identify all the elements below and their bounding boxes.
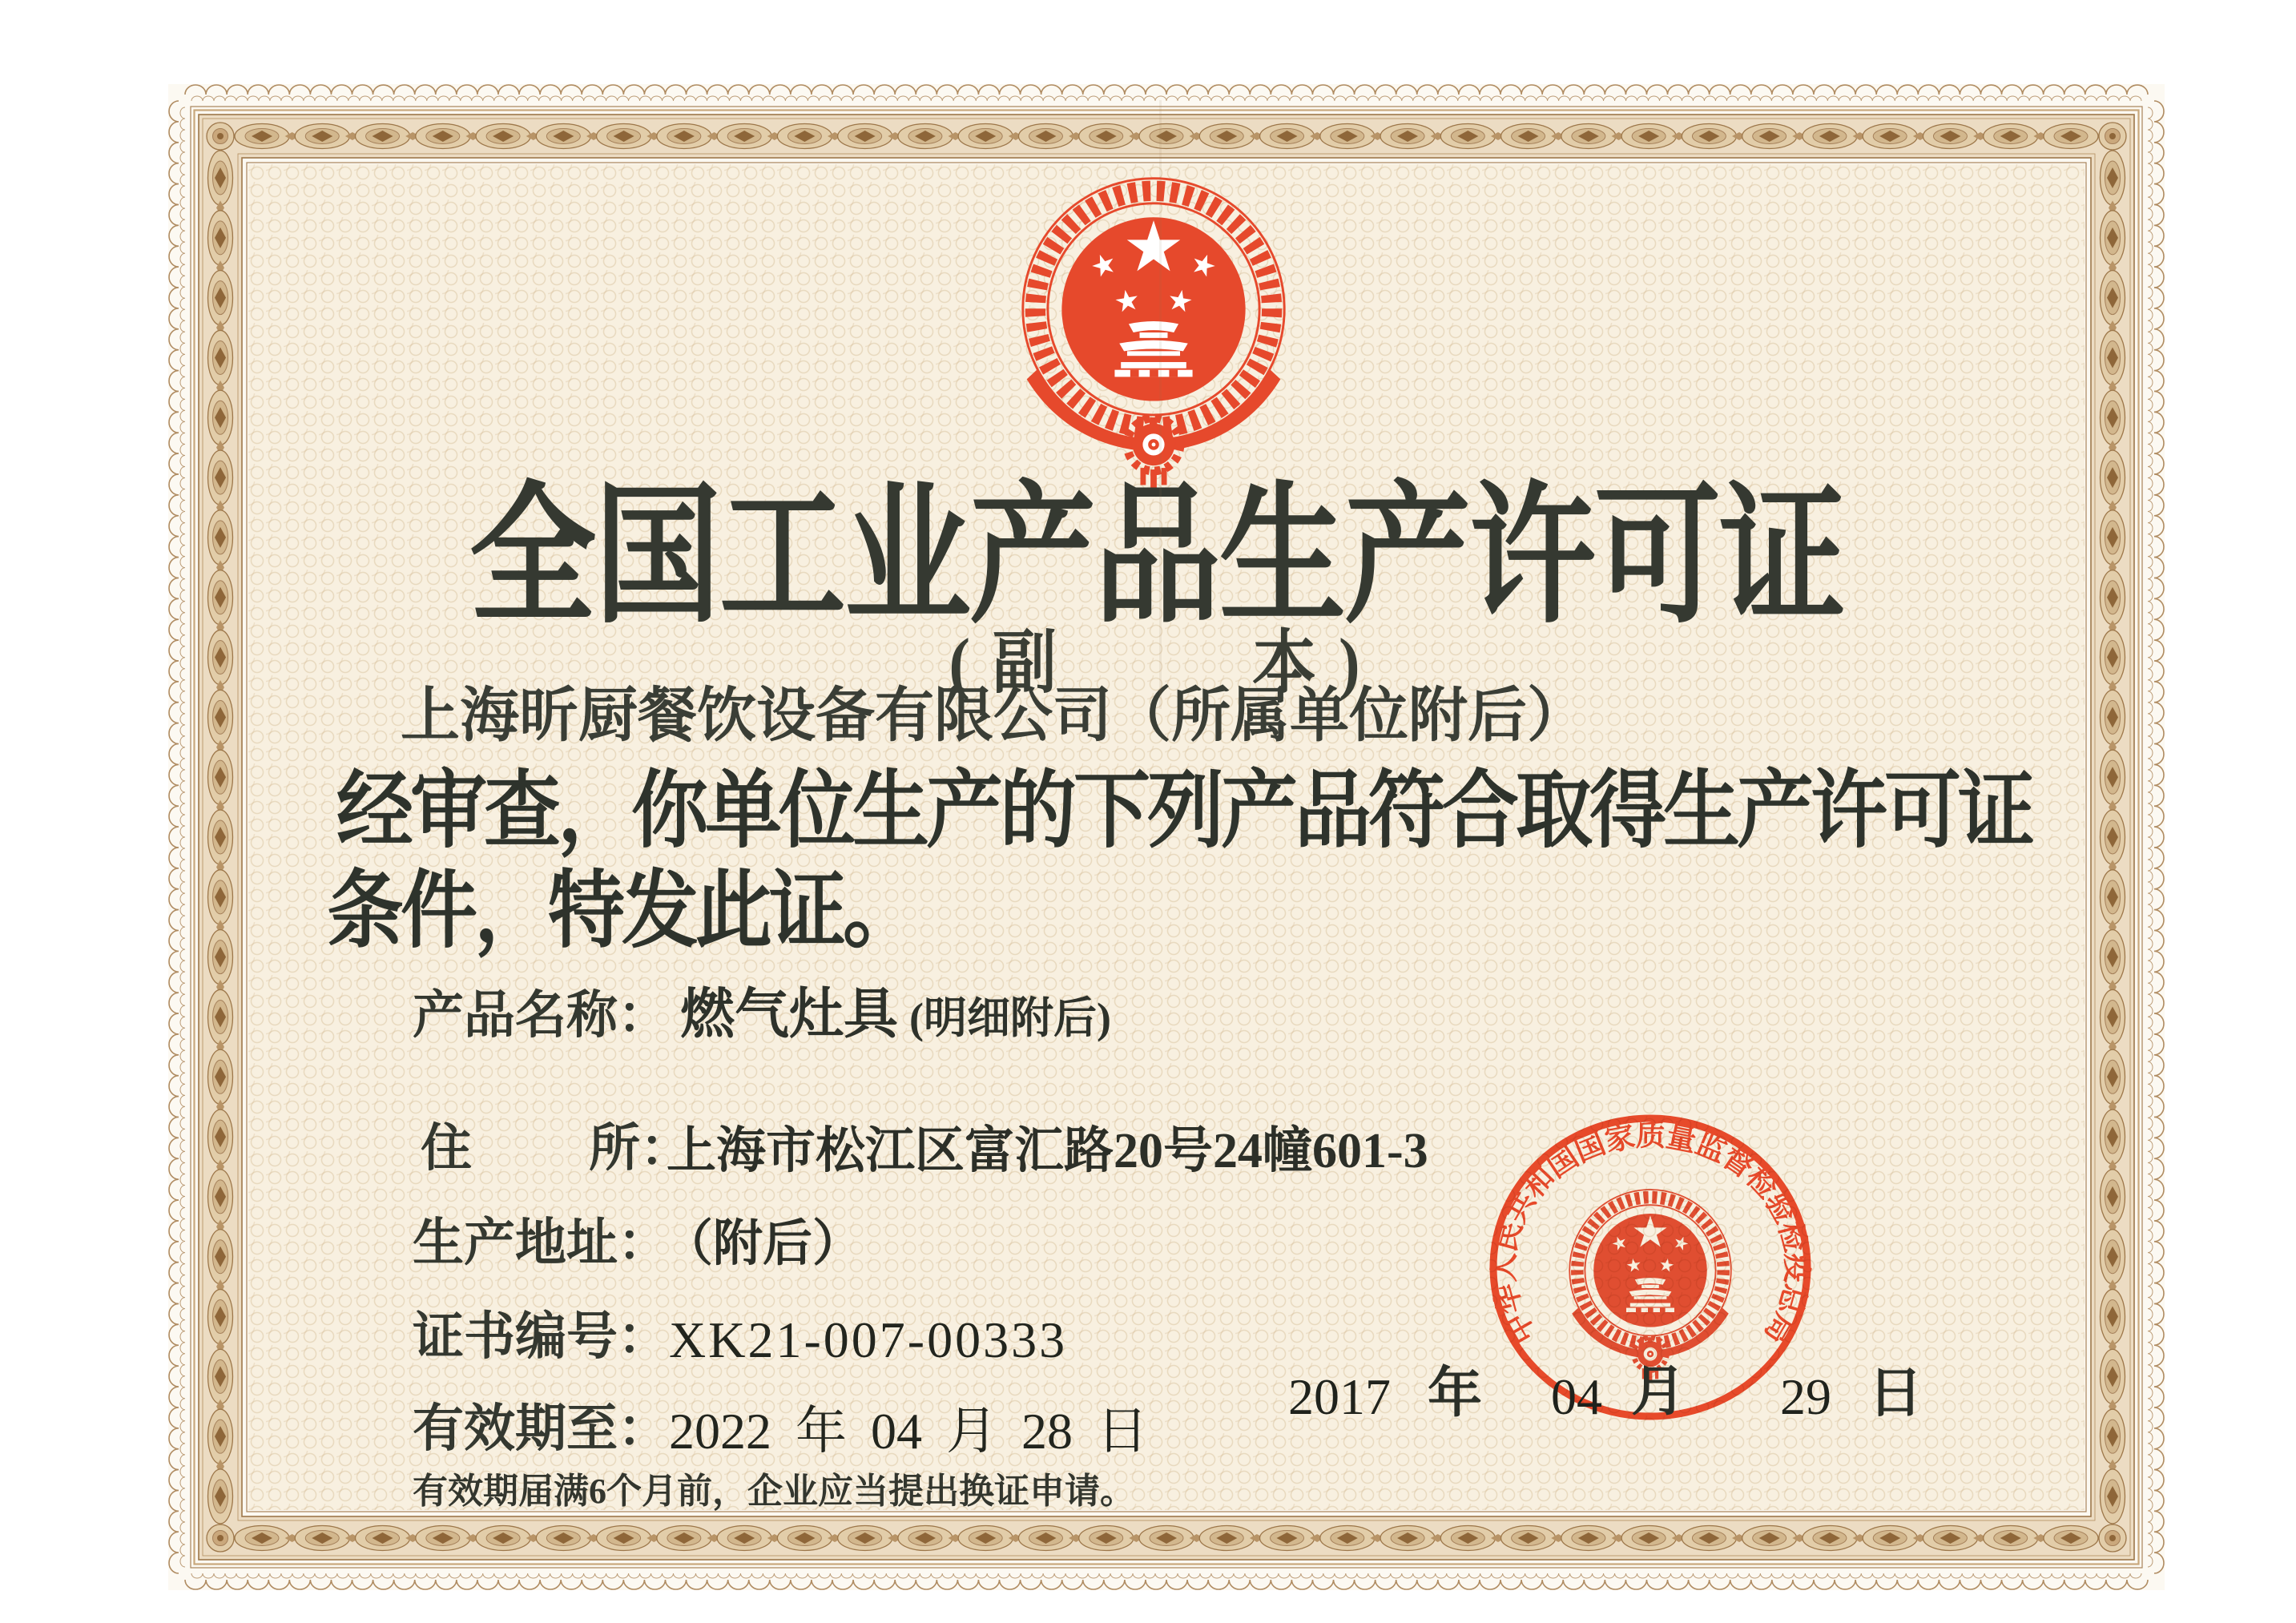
product-name-note: (明细附后) <box>909 994 1111 1042</box>
issue-date-year-unit: 年 <box>1428 1363 1483 1424</box>
valid-until-label: 有效期至： <box>413 1400 669 1457</box>
issue-date-month: 04 <box>1551 1368 1602 1425</box>
issue-date-month-unit: 月 <box>1631 1361 1686 1422</box>
residence-label-char: 住 <box>421 1120 472 1177</box>
residence-label-rest: 所： <box>589 1120 691 1177</box>
seal-emblem-icon <box>1569 1190 1731 1382</box>
seal-text: 中华人民共和国国家质量监督检验检疫总局 <box>1488 1120 1813 1351</box>
company-name-line: 上海昕厨餐饮设备有限公司（所属单位附后） <box>401 683 1586 749</box>
certificate-subtitle: (副 本) <box>949 625 1383 702</box>
certificate-title: 全国工业产品生产许可证 <box>469 473 1844 642</box>
product-name-label: 产品名称： <box>413 987 669 1044</box>
scan-crease-line <box>1159 100 1162 709</box>
valid-until-value: 2022 年 04 月 28 日 <box>669 1403 1148 1460</box>
issue-date-day: 29 <box>1780 1368 1831 1425</box>
production-address-value: （附后） <box>663 1217 863 1271</box>
product-name-row <box>413 984 1111 1045</box>
certificate <box>168 84 2165 1590</box>
certificate-no-label: 证书编号： <box>413 1308 669 1365</box>
certificate-no-value: XK21-007-00333 <box>669 1311 1068 1368</box>
issue-date-year: 2017 <box>1288 1368 1391 1425</box>
issue-date-day-unit: 日 <box>1868 1363 1923 1424</box>
product-name-value: 燃气灶具 <box>680 984 899 1045</box>
renewal-note: 有效期届满6个月前，企业应当提出换证申请。 <box>413 1472 1135 1511</box>
statement-line-2: 条件，特发此证。 <box>327 864 916 959</box>
residence-value: 上海市松江区富汇路20号24幢601-3 <box>667 1124 1428 1178</box>
national-emblem-icon <box>1013 171 1294 497</box>
statement-line-1: 经审查，你单位生产的下列产品符合取得生产许可证 <box>336 763 2032 859</box>
production-address-label: 生产地址： <box>413 1214 669 1271</box>
